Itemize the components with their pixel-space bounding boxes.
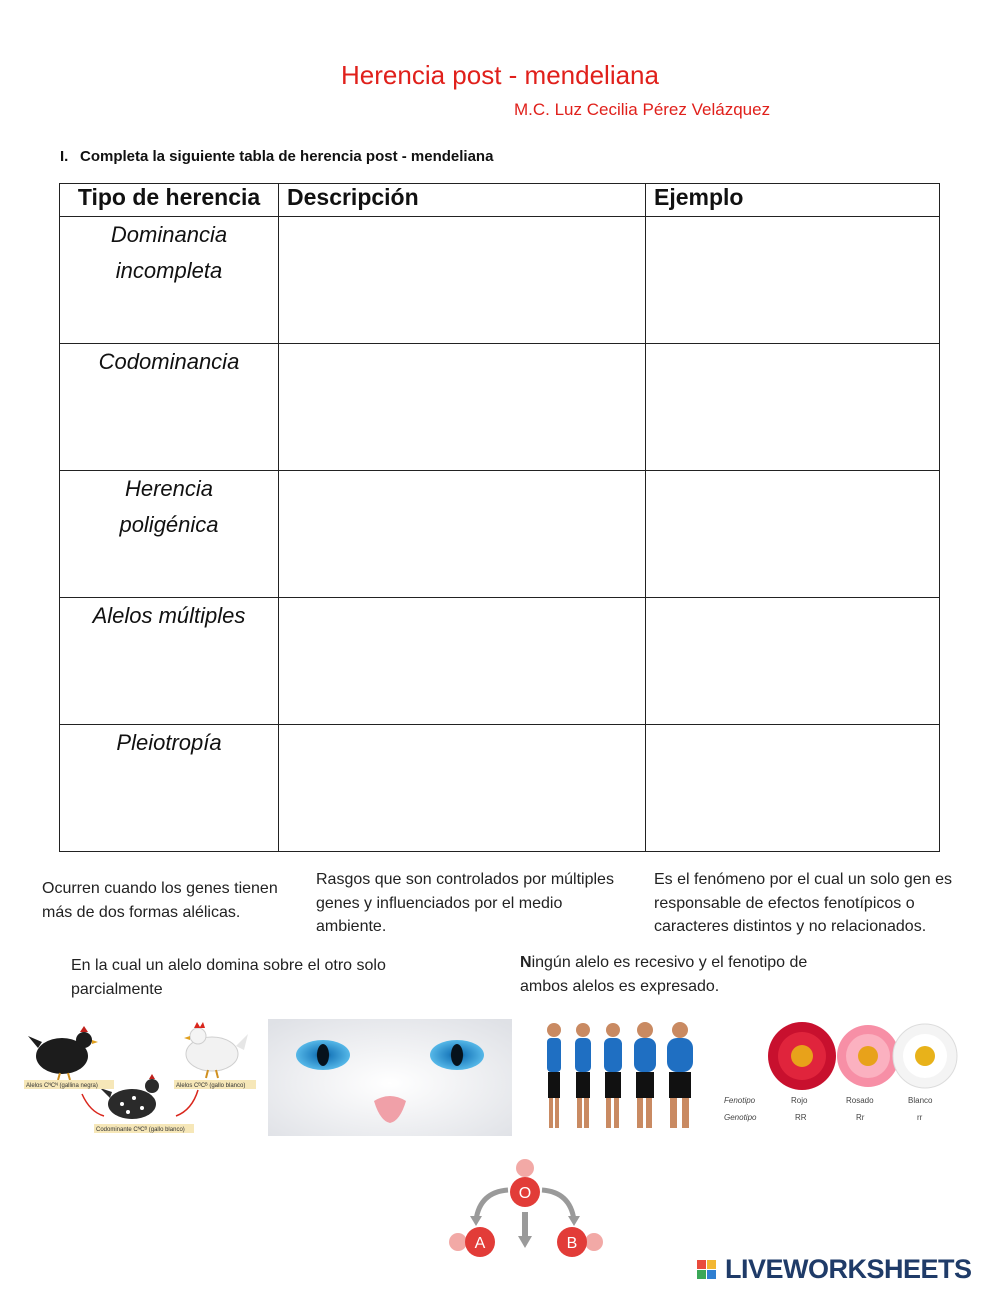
instruction-number: I. (60, 148, 69, 165)
example-drop-zone[interactable] (646, 217, 940, 344)
genotype-label: rr (917, 1113, 923, 1122)
row-type-label: Dominancia incompleta (60, 217, 279, 344)
description-drop-zone[interactable] (279, 471, 646, 598)
row-type-label: Herencia poligénica (60, 471, 279, 598)
pink-flower-icon (837, 1025, 899, 1087)
genotype-label: Rr (856, 1113, 865, 1122)
flowers-illustration (720, 1020, 965, 1130)
phenotype-label: Blanco (908, 1096, 933, 1105)
white-flower-icon (893, 1024, 957, 1088)
white-rooster-icon (184, 1022, 248, 1078)
red-flower-icon (768, 1022, 836, 1090)
example-chickens-image[interactable] (22, 1018, 262, 1138)
genotype-label: RR (795, 1113, 807, 1122)
page-title: Herencia post - mendeliana (341, 60, 659, 90)
person-icon (575, 1023, 591, 1128)
card-codominancia-initial: N (520, 954, 532, 971)
card-dominancia-incompleta[interactable]: En la cual un alelo domina sobre el otro solo parcialmente (71, 957, 386, 998)
white-cat-illustration (268, 1019, 512, 1136)
card-poligenica[interactable]: Rasgos que son controlados por múltiples genes y influenciados por el medio ambiente. (316, 871, 614, 935)
black-hen-icon (28, 1026, 98, 1080)
small-circle-icon (516, 1159, 534, 1177)
liveworksheets-logo (697, 1254, 997, 1286)
phenotype-label: Rosado (846, 1096, 874, 1105)
table-row (60, 471, 940, 598)
chickens-illustration (22, 1018, 262, 1138)
instruction-text: Completa la siguiente tabla de herencia post - mendeliana (80, 148, 494, 165)
inheritance-table (59, 183, 940, 852)
svg-text:B: B (566, 1235, 578, 1252)
logo-text: LIVEWORKSHEETS (725, 1254, 972, 1284)
row-type-label: Pleiotropía (60, 725, 279, 852)
instruction (60, 148, 493, 165)
card-pleiotropia[interactable]: Es el fenómeno por el cual un solo gen es responsable de efectos fenotípicos o caracteres distintos y no relacionados. (654, 871, 952, 935)
table-row (60, 217, 940, 344)
table-row (60, 344, 940, 471)
row-type-label: Codominancia (60, 344, 279, 471)
example-drop-zone[interactable] (646, 725, 940, 852)
phenotype-row-label: Fenotipo (724, 1096, 756, 1105)
person-icon (667, 1022, 693, 1128)
person-icon (547, 1023, 561, 1128)
person-icon (634, 1022, 656, 1128)
header-descripcion: Descripción (279, 184, 646, 217)
header-ejemplo: Ejemplo (646, 184, 940, 217)
blood-groups-illustration (442, 1156, 608, 1260)
author-name: M.C. Luz Cecilia Pérez Velázquez (514, 100, 771, 119)
small-circle-icon (585, 1233, 603, 1251)
person-icon (604, 1023, 622, 1128)
example-drop-zone[interactable] (646, 471, 940, 598)
genotype-row-label: Genotipo (724, 1113, 757, 1122)
svg-text:Alelos CᴮCᴮ (gallo blanco): Alelos CᴮCᴮ (gallo blanco) (176, 1083, 246, 1089)
svg-text:O: O (518, 1185, 532, 1202)
table-row (60, 598, 940, 725)
description-drop-zone[interactable] (279, 217, 646, 344)
card-codominancia-text: ingún alelo es recesivo y el fenotipo de ambos alelos es expresado. (520, 954, 808, 995)
small-circle-icon (449, 1233, 467, 1251)
header-tipo: Tipo de herencia (60, 184, 279, 217)
people-illustration (540, 1020, 700, 1136)
svg-text:Codominante CᴺCᴮ (gallo blanco: Codominante CᴺCᴮ (gallo blanco) (96, 1127, 185, 1133)
description-drop-zone[interactable] (279, 725, 646, 852)
card-alelos-multiples[interactable]: Ocurren cuando los genes tienen más de dos formas alélicas. (42, 880, 278, 921)
example-drop-zone[interactable] (646, 598, 940, 725)
example-people-image[interactable] (540, 1020, 700, 1136)
example-blood-image[interactable] (442, 1156, 608, 1260)
description-drop-zone[interactable] (279, 344, 646, 471)
phenotype-label: Rojo (791, 1096, 808, 1105)
svg-text:Alelos CᴺCᴺ (gallina negra): Alelos CᴺCᴺ (gallina negra) (26, 1083, 98, 1089)
example-drop-zone[interactable] (646, 344, 940, 471)
table-header-row (60, 184, 940, 217)
row-type-label: Alelos múltiples (60, 598, 279, 725)
arrow-down-icon (518, 1236, 532, 1248)
svg-text:A: A (474, 1235, 486, 1252)
description-drop-zone[interactable] (279, 598, 646, 725)
table-row (60, 725, 940, 852)
card-codominancia[interactable] (520, 951, 820, 998)
example-cat-image[interactable] (268, 1019, 512, 1136)
example-flowers-image[interactable] (720, 1020, 965, 1130)
